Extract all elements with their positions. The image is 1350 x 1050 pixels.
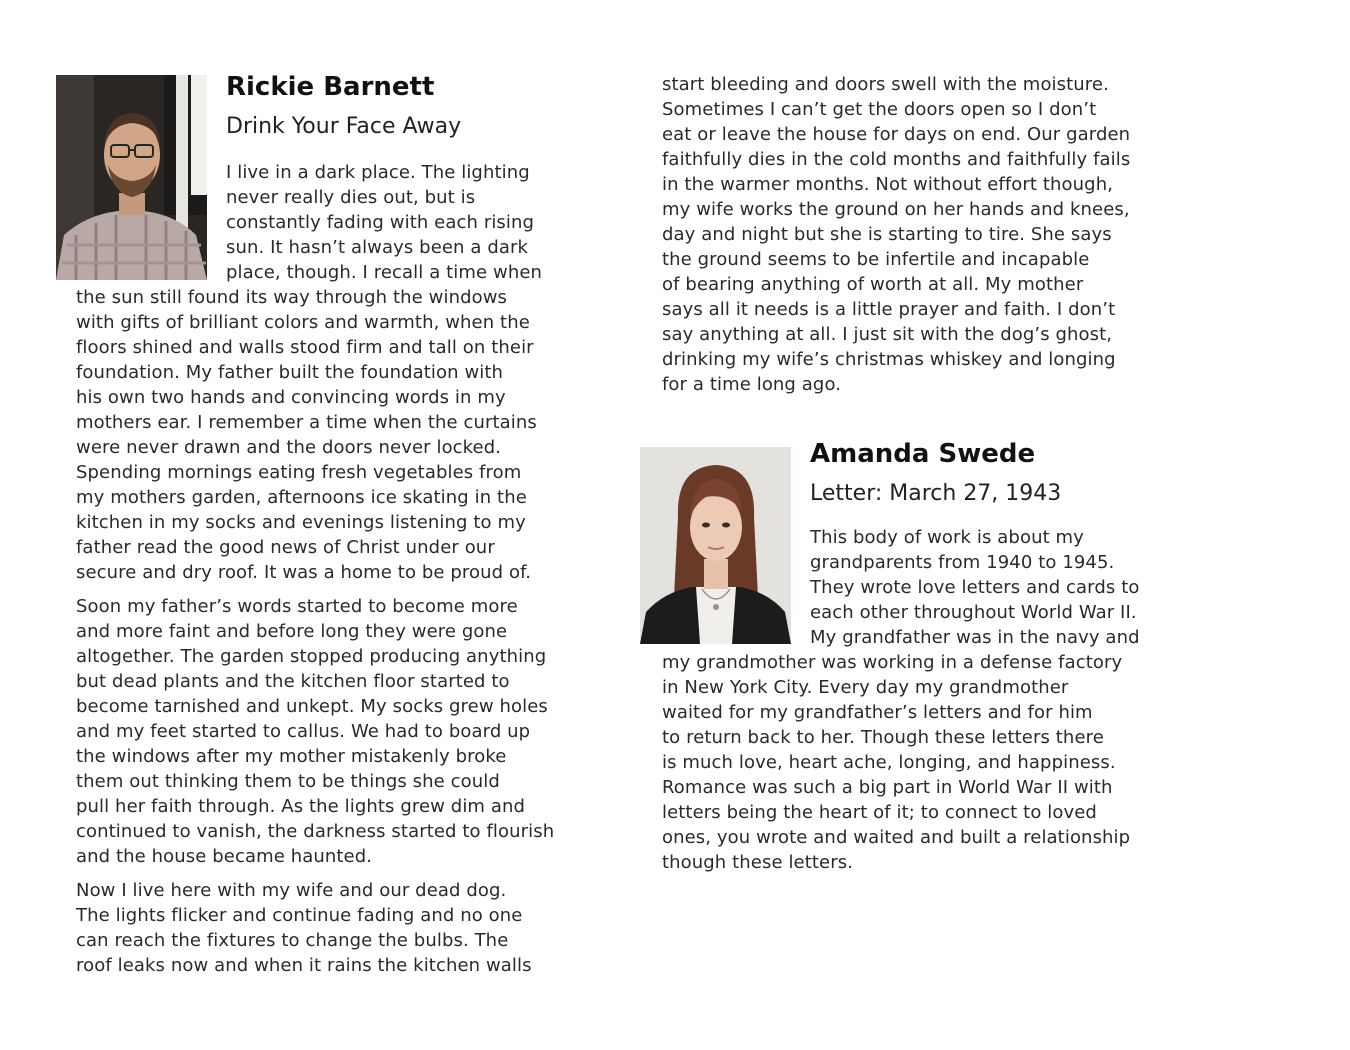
text-line: secure and dry roof. It was a home to be proud of. [76, 562, 532, 583]
text-line: Now I live here with my wife and our dead dog. [76, 880, 507, 901]
text-line: and more faint and before long they were gone [76, 621, 508, 642]
text-line: my wife works the ground on her hands and knees, [662, 199, 1130, 220]
text-line: in the warmer months. Not without effort though, [662, 174, 1114, 195]
text-line: my mothers garden, afternoons ice skating in the [76, 487, 527, 508]
text-line: for a time long ago. [662, 374, 842, 395]
text-line: Sometimes I can’t get the doors open so I don’t [662, 99, 1097, 120]
text-line: faithfully dies in the cold months and faithfully fails [662, 149, 1131, 170]
text-line: The lights flicker and continue fading and no one [76, 905, 523, 926]
text-line: floors shined and walls stood firm and tall on their [76, 337, 534, 358]
artist-name: Rickie Barnett [226, 72, 435, 102]
work-title: Letter: March 27, 1943 [810, 481, 1062, 506]
text-line: sun. It hasn’t always been a dark [226, 237, 529, 258]
text-line: kitchen in my socks and evenings listening to my [76, 512, 526, 533]
text-line: but dead plants and the kitchen floor started to [76, 671, 510, 692]
text-line: They wrote love letters and cards to [810, 577, 1140, 598]
man-portrait-icon [56, 75, 207, 280]
text-line: can reach the fixtures to change the bulbs. The [76, 930, 509, 951]
text-line: waited for my grandfather’s letters and for him [662, 702, 1093, 723]
text-line: say anything at all. I just sit with the dog’s ghost, [662, 324, 1113, 345]
text-line: My grandfather was in the navy and [810, 627, 1140, 648]
text-line: each other throughout World War II. [810, 602, 1137, 623]
text-line: in New York City. Every day my grandmother [662, 677, 1069, 698]
text-line: eat or leave the house for days on end. Our garden [662, 124, 1131, 145]
text-line: and the house became haunted. [76, 846, 373, 867]
text-line: were never drawn and the doors never locked. [76, 437, 502, 458]
text-line: the ground seems to be infertile and incapable [662, 249, 1090, 270]
text-line: grandparents from 1940 to 1945. [810, 552, 1115, 573]
rickie-barnett-photo [56, 75, 207, 280]
text-line: I live in a dark place. The lighting [226, 162, 530, 183]
text-line: Soon my father’s words started to become more [76, 596, 518, 617]
text-line: never really dies out, but is [226, 187, 476, 208]
amanda-swede-photo [640, 447, 791, 644]
text-line: Spending mornings eating fresh vegetables from [76, 462, 522, 483]
text-line: This body of work is about my [810, 527, 1084, 548]
text-line: mothers ear. I remember a time when the curtains [76, 412, 537, 433]
text-line: continued to vanish, the darkness started to flourish [76, 821, 555, 842]
text-line: roof leaks now and when it rains the kitchen walls [76, 955, 532, 976]
text-line: them out thinking them to be things she could [76, 771, 500, 792]
text-line: day and night but she is starting to tire. She says [662, 224, 1112, 245]
text-line: father read the good news of Christ under our [76, 537, 495, 558]
text-line: says all it needs is a little prayer and faith. I don’t [662, 299, 1116, 320]
text-line: with gifts of brilliant colors and warmth, when the [76, 312, 530, 333]
text-line: is much love, heart ache, longing, and happiness. [662, 752, 1116, 773]
text-line: foundation. My father built the foundation with [76, 362, 504, 383]
text-line: my grandmother was working in a defense factory [662, 652, 1123, 673]
text-line: to return back to her. Though these letters there [662, 727, 1104, 748]
text-line: the windows after my mother mistakenly broke [76, 746, 507, 767]
text-line: pull her faith through. As the lights grew dim and [76, 796, 526, 817]
text-line: letters being the heart of it; to connect to loved [662, 802, 1097, 823]
work-title: Drink Your Face Away [226, 114, 462, 139]
woman-portrait-icon [640, 447, 791, 644]
text-line: of bearing anything of worth at all. My mother [662, 274, 1084, 295]
text-line: altogether. The garden stopped producing anything [76, 646, 547, 667]
text-line: though these letters. [662, 852, 854, 873]
text-line: become tarnished and unkept. My socks grew holes [76, 696, 548, 717]
text-line: his own two hands and convincing words in my [76, 387, 506, 408]
text-line: start bleeding and doors swell with the moisture. [662, 74, 1109, 95]
text-line: the sun still found its way through the windows [76, 287, 508, 308]
artist-name: Amanda Swede [810, 439, 1036, 469]
text-line: drinking my wife’s christmas whiskey and longing [662, 349, 1116, 370]
text-line: constantly fading with each rising [226, 212, 535, 233]
text-line: and my feet started to callus. We had to board up [76, 721, 531, 742]
text-line: ones, you wrote and waited and built a relationship [662, 827, 1131, 848]
text-line: place, though. I recall a time when [226, 262, 543, 283]
text-line: Romance was such a big part in World War II with [662, 777, 1113, 798]
